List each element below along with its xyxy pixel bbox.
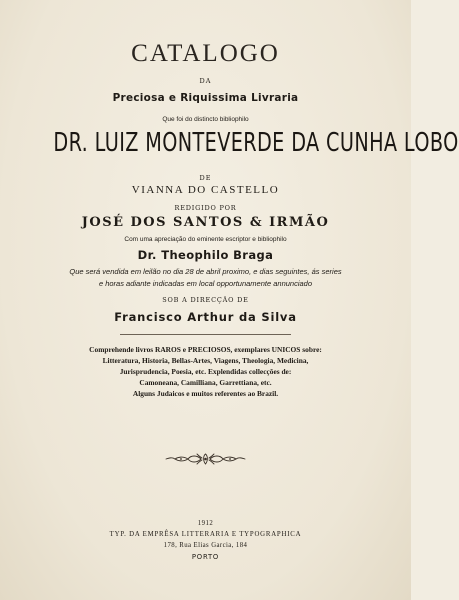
de-text: DE xyxy=(199,174,212,182)
catalogue-heading: CATALOGO xyxy=(131,40,280,67)
appraiser-name: Dr. Theophilo Braga xyxy=(137,248,274,262)
sale-notice-line-2: e horas adiante indicadas em local opportunamente annunciado xyxy=(98,279,313,288)
printer-address: 178, Rua Elias Garcia, 184 xyxy=(163,542,248,549)
place-name: VIANNA DO CASTELLO xyxy=(131,184,280,196)
publication-year: 1912 xyxy=(197,520,214,527)
contents-line-3: Jurisprudencia, Poesia, etc. Explendidas collecções de: xyxy=(119,367,292,376)
contents-line-2: Litteratura, Historia, Bellas-Artes, Viagens, Theologia, Medicina, xyxy=(102,356,309,365)
authors-name: JOSÉ DOS SANTOS & IRMÃO xyxy=(81,215,330,230)
contents-line-4: Camoneana, Camilliana, Garrettiana, etc. xyxy=(139,378,272,387)
redigido-text: REDIGIDO POR xyxy=(174,204,237,212)
da-text: DA xyxy=(199,77,212,85)
city-name: PORTO xyxy=(191,553,220,561)
divider-rule xyxy=(120,334,291,335)
contents-line-5: Alguns Judaicos e muitos referentes ao Brazil. xyxy=(132,389,279,398)
contents-line-1: Comprehende livros RAROS e PRECIOSOS, exemplares UNICOS sobre: xyxy=(89,345,322,354)
director-name: Francisco Arthur da Silva xyxy=(114,310,297,324)
library-subtitle: Preciosa e Riquissima Livraria xyxy=(112,91,299,104)
que-foi-text: Que foi do distincto bibliophilo xyxy=(162,116,249,123)
appreciation-text: Com uma apreciação do eminente escriptor e bibliophilo xyxy=(124,236,287,243)
floral-ornament-icon xyxy=(163,451,248,467)
direction-text: SOB A DIRECÇÃO DE xyxy=(162,296,249,304)
sale-notice-line-1: Que será vendida em leilão no dia 28 de abril proximo, e dias seguintes, ás series xyxy=(69,267,342,276)
owner-name: DR. LUIZ MONTEVERDE DA CUNHA LOBO xyxy=(53,128,459,158)
printer-name: TYP. DA EMPRÊSA LITTERARIA E TYPOGRAPHICA xyxy=(109,531,302,538)
